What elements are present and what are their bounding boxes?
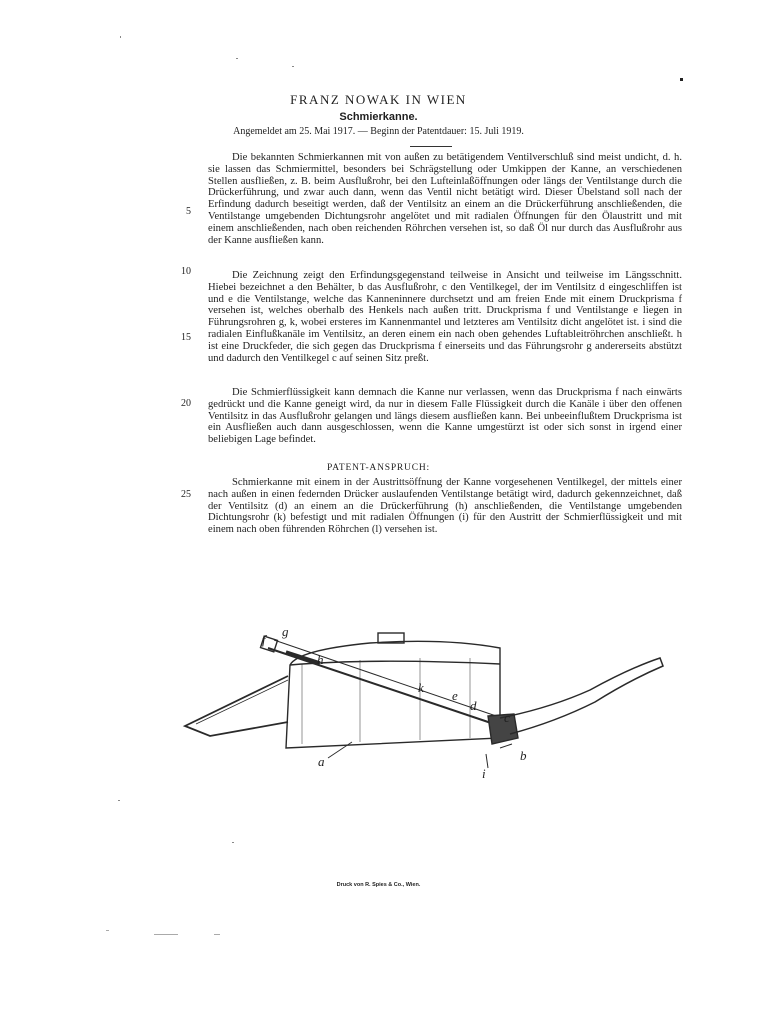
paragraph-text: Die Schmierflüssigkeit kann demnach die Kanne nur verlassen, wenn das Druckprisma f nach einwärts gedrückt und die Kanne geneigt wird, da nur in diesem Falle Flüssigkeit durch die Kanäle i über den offenen Ventilsitz in das Ausflußrohr gelangen und längs diesem ausfließen kann. Bei unbeeinflußtem Druckprisma ist ein Ausfließen auch dann ausgeschlossen, wenn die Kanne umgestürzt ist oder sich sonst in irgend einer beliebigen Lage befindet. [208,387,682,446]
oil-can-drawing [170,618,680,788]
scan-speck [236,58,238,59]
scan-speck [214,934,220,935]
printer-imprint: Druck von R. Spies & Co., Wien. [336,882,421,888]
scan-speck [154,934,178,935]
paragraph-text: Die bekannten Schmierkannen mit von außen zu betätigendem Ventilverschluß sind meist undicht, d. h. sie lassen das Schmiermittel, besonders bei Schrägstellung oder Umkippen der Kanne, an verschiedenen Stellen ausfließen, z. B. beim Ausflußrohr, bei den Lufteinlaßöffnungen oder längs der Ventilstange durch die Drückerführung, und zwar auch dann, wenn das Ventil nicht betätigt wird. Dieser Übelstand soll nach der Erfindung dadurch beseitigt werden, daß der Ventilsitz an einem an die Drückerführung anschließenden, die Ventilstange umgebenden Dichtungsrohr angelötet und mit radialen Öffnungen für den Ölaustritt und mit einem anschließenden, nach oben reichenden Röhrchen versehen ist, so daß Öl nur durch das Ausflußrohr aus der Kanne ausfließen kann. [208,152,682,246]
description-paragraph-1 [208,152,682,246]
valve-seat [488,714,518,744]
label-leader-a [328,742,352,758]
figure-label-b: b [520,748,527,763]
spout-icon [500,658,663,734]
line-number: 10 [181,266,191,277]
invention-title: Schmierkanne. [339,111,418,123]
handle-icon [185,676,288,736]
guide-tube [274,640,502,718]
handle-inner-line [196,680,288,724]
figure-label-k: k [418,680,424,695]
scan-speck [292,66,294,67]
figure-label-c: c [504,710,510,725]
scan-speck [232,842,234,843]
figure-label-a: a [318,754,325,769]
figure-label-e: e [452,688,458,703]
scan-speck [118,800,120,801]
paragraph-text: Die Zeichnung zeigt den Erfindungsgegenstand teilweise in Ansicht und teilweise im Längsschnitt. Hiebei bezeichnet a den Behälter, b das Ausflußrohr, c den Ventilkegel, der im Ventilsitz d eingeschliffen ist und e die Ventilstange, welche das Kanneninnere durchsetzt und am freien Ende mit einem Druckprisma f versehen ist, welches oberhalb des Henkels nach außen tritt. Druckprisma f und Ventilstange e liegen in Führungsrohren g, k, wobei ersteres im Kannenmantel und letzteres am Ventilsitz dicht angelötet ist. i sind die radialen Einflußkanäle im Ventilsitz, an deren einem ein nach oben gehendes Luftableitröhrchen anschließt. h ist eine Druckfeder, die sich gegen das Druckprisma f einerseits und das Führungsrohr g andererseits abstützt und dadurch den Ventilkegel c auf seinen Sitz preßt. [208,270,682,364]
figure-label-f: f [262,632,266,647]
claim-heading: PATENT-ANSPRUCH: [327,463,430,473]
scan-speck [120,36,121,38]
can-hatching [302,658,470,744]
line-number: 20 [181,398,191,409]
figure-label-i: i [482,766,486,781]
claim-paragraph [208,477,682,536]
filing-dates: Angemeldet am 25. Mai 1917. — Beginn der Patentdauer: 15. Juli 1919. [233,126,524,137]
description-paragraph-3 [208,387,682,446]
title-rule [410,146,452,147]
figure-label-g: g [282,624,289,639]
line-number: 25 [181,489,191,500]
line-number: 5 [186,206,191,217]
claim-text: Schmierkanne mit einem in der Austrittsöffnung der Kanne vorgesehenen Ventilkegel, der mittels einer nach außen in einen federnden Drücker auslaufenden Ventilstange betätigt wird, dadurch gekennzeichnet, daß der Ventilsitz (d) an einem an die Drückerführung (h) anschließenden, die Ventilstange umgebenden Dichtungsrohr (k) befestigt und mit radialen Öffnungen (i) für den Austritt der Schmierflüssigkeit und mit einem nach oben führenden Röhrchen (l) versehen ist. [208,477,682,536]
description-paragraph-2 [208,270,682,364]
figure-label-h: h [317,652,324,667]
figure-label-d: d [470,698,477,713]
label-leaders [486,744,512,768]
scan-speck [680,78,683,81]
line-number: 15 [181,332,191,343]
valve-rod [268,648,500,726]
scan-speck [106,930,109,931]
patentee-name: FRANZ NOWAK IN WIEN [290,92,467,107]
